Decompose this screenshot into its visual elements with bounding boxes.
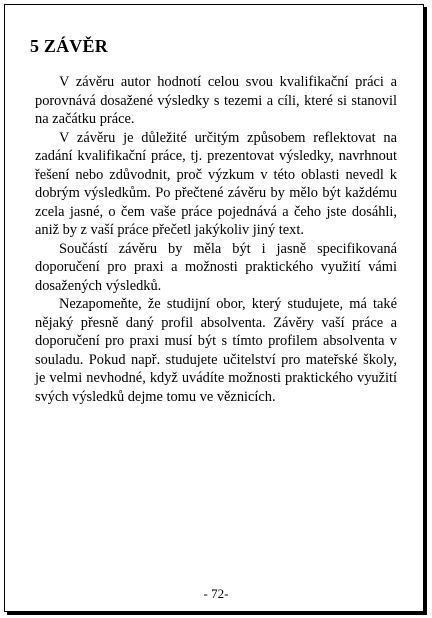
paragraph-4: Nezapomeňte, že studijní obor, který studujete, má také nějaký přesně daný profil absolventa. Závěry vaší práce a doporučení pro praxi musí být s tímto profilem absolventa v souladu. Pokud např. studujete učitelství pro mateřské školy, je velmi nevhodné, když uvádíte možnosti praktického využití svých výsledků dejme tomu ve věznicích.: [35, 296, 397, 405]
paragraph-3: Součástí závěru by měla být i jasně specifikovaná doporučení pro praxi a možnosti praktického využití vámi dosažených výsledků.: [35, 240, 397, 294]
section-heading: 5 ZÁVĚR: [30, 36, 108, 56]
paragraph-1: V závěru autor hodnotí celou svou kvalifikační práci a porovnává dosažené výsledky s tezemi a cíli, které si stanovil na začátku práce.: [35, 74, 397, 127]
paragraph-2: V závěru je důležité určitým způsobem reflektovat na zadání kvalifikační práce, tj. prezentovat výsledky, navrhnout řešení nebo zdůvodnit, proč výzkum v této oblasti nevedl k dobrým výsledkům. Po přečtené závěru by mělo být každému zcela jasné, o čem vaše práce pojednává a čeho jste dosáhli, aniž by z vaší práce přečetl jakýkoliv jiný text.: [35, 129, 397, 238]
body-text: [35, 73, 397, 406]
page-number: - 72-: [203, 586, 229, 601]
